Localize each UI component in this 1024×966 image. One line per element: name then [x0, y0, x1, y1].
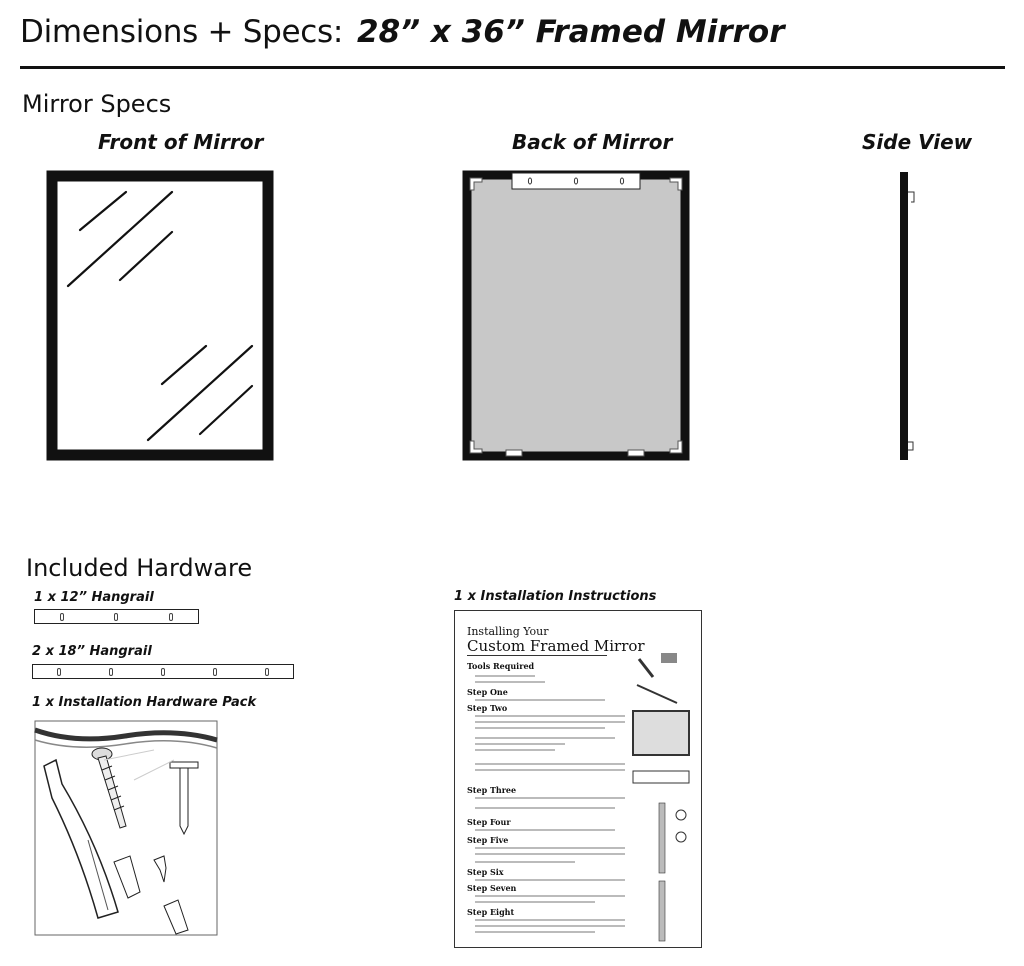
hangrail-12-label: 1 x 12” Hangrail	[34, 590, 154, 605]
front-of-mirror-label: Front of Mirror	[98, 130, 264, 154]
front-of-mirror-drawing	[46, 170, 274, 462]
instructions-label: 1 x Installation Instructions	[454, 589, 657, 604]
wall-diagram-icon	[659, 803, 686, 941]
rail-diagram-icon	[633, 771, 689, 783]
doc-step-one: Step One	[467, 687, 508, 697]
header-divider	[20, 66, 1005, 69]
hole-icon	[169, 613, 173, 621]
back-hangrail	[512, 173, 640, 189]
hangrail-18-label: 2 x 18” Hangrail	[32, 644, 152, 659]
product-name: 28” x 36” Framed Mirror	[357, 14, 785, 50]
instructions-title-line2: Custom Framed Mirror	[467, 637, 645, 655]
hole-icon	[109, 668, 113, 676]
doc-step-eight: Step Eight	[467, 907, 515, 917]
hole-icon	[213, 668, 217, 676]
back-of-mirror-drawing	[462, 170, 690, 462]
side-view-drawing	[896, 170, 920, 462]
hole-icon	[161, 668, 165, 676]
doc-step-four: Step Four	[467, 817, 511, 827]
doc-step-three: Step Three	[467, 785, 517, 795]
tools-icon	[637, 653, 677, 703]
doc-step-two: Step Two	[467, 703, 508, 713]
doc-step-tools: Tools Required	[467, 661, 535, 671]
instructions-diagrams	[631, 645, 693, 945]
doc-step-seven: Step Seven	[467, 883, 517, 893]
hardware-pack-drawing	[34, 720, 218, 936]
doc-step-six: Step Six	[467, 867, 504, 877]
hole-icon	[60, 613, 64, 621]
back-of-mirror-label: Back of Mirror	[512, 130, 673, 154]
instructions-title-underline	[467, 655, 607, 656]
hole-icon	[57, 668, 61, 676]
mirror-specs-heading: Mirror Specs	[22, 90, 172, 118]
hangrail-12-drawing	[34, 609, 199, 624]
hardware-pack-label: 1 x Installation Hardware Pack	[32, 695, 257, 710]
instructions-document	[454, 610, 702, 948]
page-title: Dimensions + Specs:	[20, 14, 343, 50]
included-hardware-heading: Included Hardware	[26, 554, 253, 582]
instructions-title-line1: Installing Your	[467, 625, 549, 638]
hangrail-18-drawing	[32, 664, 294, 679]
back-diagram-icon	[633, 711, 689, 755]
hole-icon	[114, 613, 118, 621]
hole-icon	[265, 668, 269, 676]
doc-step-five: Step Five	[467, 835, 509, 845]
side-view-label: Side View	[862, 130, 973, 154]
